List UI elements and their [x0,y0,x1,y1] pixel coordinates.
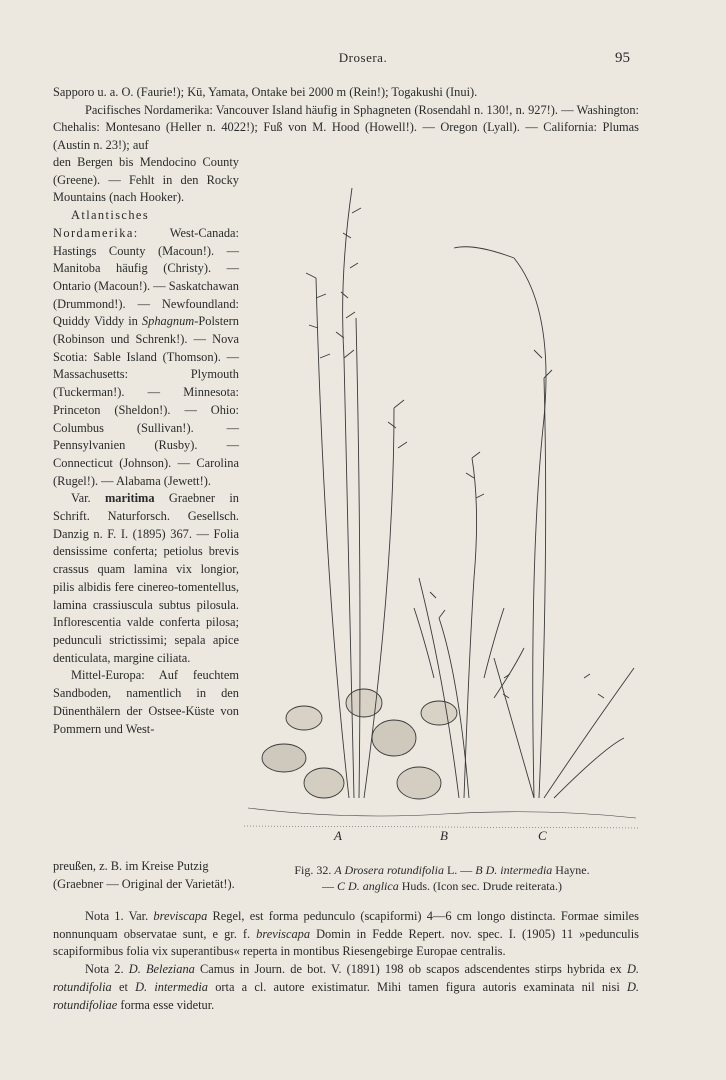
paragraph-continuation: preußen, z. B. im Kreise Putzig (Graebner — Original der Varietät!). [53,859,235,891]
text-span: Nota 2. [85,962,129,977]
caption-part: Fig. 32. [294,863,335,877]
note-2 [53,961,639,1014]
top-text [53,84,639,155]
text-span: -Polstern (Robinson und Schrenk!). — Nova Scotia: Sable Island (Thomson). — Massachusetts: Plymouth (Tuckerman!). — Minnesota: Princeton (Sheldon!). — Ohio: Columbus (Sullivan!). — Pennsylvanien (Rusby). — Connecticut (Johnson). — Carolina (Rugel!). — Alabama (Jewett!). [53,314,239,488]
taxon-name: breviscapa [153,909,208,923]
taxon-name: D. rotundifolia [53,962,639,994]
text-span: Camus in Journ. de bot. V. (1891) 198 ob scapos adscendentes stirps hybrida ex [194,962,627,977]
taxon-name: D. intermedia [135,979,208,994]
caption-taxon: A Drosera rotundifolia [334,863,444,877]
caption-taxon: C D. anglica [337,879,399,893]
text-line: Sapporo u. a. O. (Faurie!); Kū, Yamata, Ontake bei 2000 m (Rein!); Togakushi (Inui). [53,85,478,99]
taxon-name: D. Beleziana [128,962,195,977]
label-b: B [440,828,448,843]
text-span: Domin in Fedde Repert. nov. spec. I. (1905) 11 »pedunculis scapiformibus folia vix superantibus« reperta in montibus Riesengebirge Europae centralis. [53,926,639,959]
drosera-illustration [244,158,640,838]
paragraph: den Bergen bis Mendocino County (Greene). — Fehlt in den Rocky Mountains (nach Hooker). [53,155,239,205]
variety-name: maritima [104,491,155,506]
region-heading: Atlantisches Nordamerika: [53,208,150,240]
caption-part: — [322,879,338,893]
left-column [53,154,239,738]
figure-labels [244,828,640,846]
note-1 [53,908,639,961]
taxon-name: Sphagnum [141,314,195,329]
paragraph-pacific: Pacifisches Nordamerika: Vancouver Island häufig in Sphagneten (Rosendahl n. 130!, n. 927!). — Washington: Chehalis: Montesano (Heller n. 4022!); Fuß von M. Hood (Howell!). — Oregon (Lyall). — California: Plumas (Austin n. 23!); auf [53,102,639,153]
page-number: 95 [615,50,630,66]
text-span: Graebner in Schrift. Naturforsch. Gesellsch. Danzig n. F. I. (1895) 367. — Folia densissime conferta; petiolus brevis crassus quam lamina vix longior, pilis albidis fere cinereo-tomentellus, lamina crassiuscula subtus pilosula. Inflorescentia valde conferta pilosa; pedunculi strictissimi; sepala apice denticulata, margine ciliata. [53,491,239,665]
taxon-name: D. rotundifoliae [53,979,640,1012]
text-span: West-Canada: Hastings County (Macoun!). — Manitoba häufig (Christy). — Ontario (Macoun!). — Saskatchawan (Drummond!). — Newfoundland: Quiddy Viddy in [53,225,239,329]
text-span: Nota 1. Var. [85,909,154,923]
text-span: orta a cl. autore existimatur. Mihi tamen figura autoris examinata nil nisi [208,979,627,994]
plant-c [454,247,634,798]
taxon-name: breviscapa [256,926,311,941]
figure-caption [244,862,640,894]
paragraph-central-europe: Mittel-Europa: Auf feuchtem Sandboden, namentlich in den Dünenthälern der Ostsee-Küste von Pommern und West- [53,668,239,736]
caption-part: Hayne. [552,863,590,877]
notes [53,908,639,1014]
text-span: Var. [71,491,105,506]
caption-part: Huds. (Icon sec. Drude reiterata.) [398,879,562,893]
label-a: A [334,828,342,843]
caption-taxon: B D. intermedia [475,863,553,877]
paragraph-variety [53,490,239,667]
caption-part: L. — [443,863,476,877]
text-span: Regel, est forma pedunculo (scapiformi) 4—6 cm longo distincta. Formae similes nonnunquam observatae sunt, e gr. f. [53,909,639,941]
label-c: C [538,828,547,843]
text-span: forma esse videtur. [117,997,215,1012]
paragraph-atlantic [53,207,239,490]
text-span: et [111,979,136,994]
plant-a [262,188,457,799]
plant-b [414,452,524,798]
running-header: Drosera. [338,50,388,65]
